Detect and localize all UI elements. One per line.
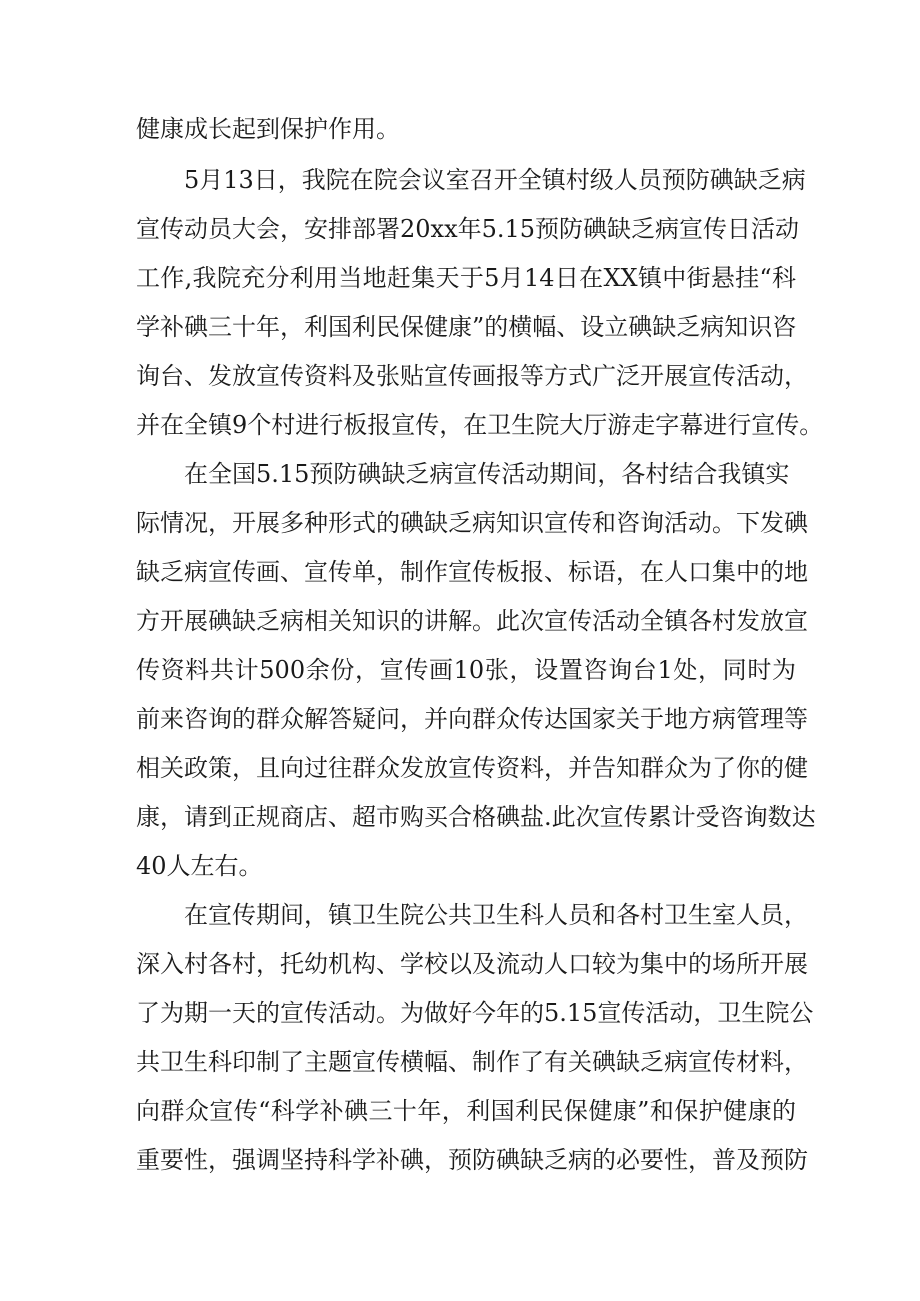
text-line: 重要性，强调坚持科学补碘，预防碘缺乏病的必要性，普及预防 [136, 1146, 808, 1174]
text-line: 5月13日，我院在院会议室召开全镇村级人员预防碘缺乏病 [184, 166, 806, 194]
text-line: 在全国5.15预防碘缺乏病宣传活动期间，各村结合我镇实 [184, 460, 790, 488]
text-line: 缺乏病宣传画、宣传单，制作宣传板报、标语，在人口集中的地 [136, 558, 808, 586]
text-line: 40人左右。 [136, 852, 263, 880]
text-line: 学补碘三十年，利国利民保健康”的横幅、设立碘缺乏病知识咨 [136, 313, 797, 341]
text-line: 向群众宣传“科学补碘三十年，利国利民保健康”和保护健康的 [136, 1097, 796, 1125]
text-line: 传资料共计500余份，宣传画10张，设置咨询台1处，同时为 [136, 656, 796, 684]
text-line: 了为期一天的宣传活动。为做好今年的5.15宣传活动，卫生院公 [136, 999, 814, 1027]
text-line: 方开展碘缺乏病相关知识的讲解。此次宣传活动全镇各村发放宣 [136, 607, 808, 635]
text-line: 际情况，开展多种形式的碘缺乏病知识宣传和咨询活动。下发碘 [136, 509, 808, 537]
text-line: 在宣传期间，镇卫生院公共卫生科人员和各村卫生室人员， [184, 901, 808, 929]
text-line: 康，请到正规商店、超市购买合格碘盐.此次宣传累计受咨询数达 [136, 803, 816, 831]
text-line: 前来咨询的群众解答疑问，并向群众传达国家关于地方病管理等 [136, 705, 808, 733]
text-line: 健康成长起到保护作用。 [136, 115, 400, 143]
text-line: 深入村各村，托幼机构、学校以及流动人口较为集中的场所开展 [136, 950, 808, 978]
text-line: 相关政策，且向过往群众发放宣传资料，并告知群众为了你的健 [136, 754, 808, 782]
text-line: 宣传动员大会，安排部署20xx年5.15预防碘缺乏病宣传日活动 [136, 215, 800, 243]
text-line: 并在全镇9个村进行板报宣传，在卫生院大厅游走字幕进行宣传。 [136, 411, 824, 439]
text-line: 询台、发放宣传资料及张贴宣传画报等方式广泛开展宣传活动， [136, 362, 808, 390]
text-line: 工作,我院充分利用当地赶集天于5月14日在XX镇中街悬挂“科 [136, 264, 796, 292]
text-line: 共卫生科印制了主题宣传横幅、制作了有关碘缺乏病宣传材料， [136, 1048, 808, 1076]
